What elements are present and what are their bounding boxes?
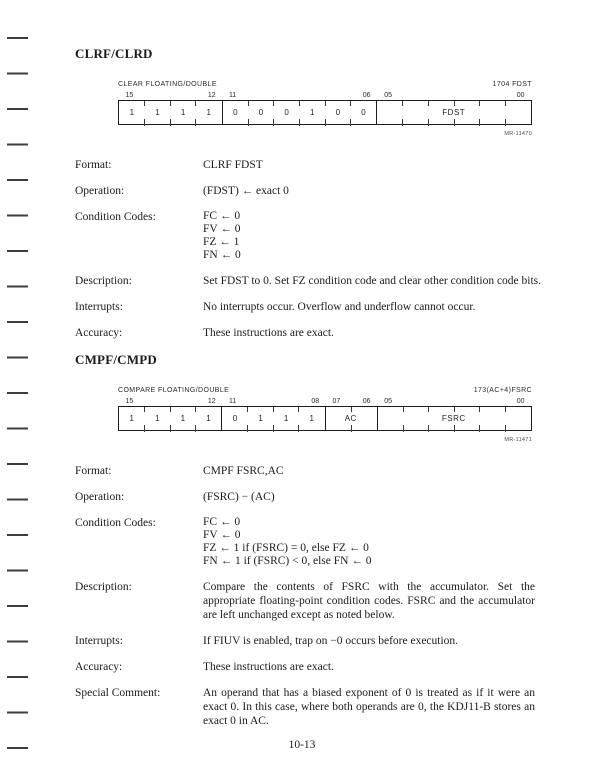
bit-number: 06 [362,92,371,99]
bit-number: 07 [332,398,341,405]
bit-number: 11 [228,398,237,405]
spec-row-description [75,274,542,288]
instruction-heading-clrf-clrd: CLRF/CLRD [75,46,153,61]
cmpf-diagram-title: COMPARE FLOATING/DOUBLE [118,387,230,394]
spec-row-format [75,158,535,172]
spec-row-operation [75,184,535,198]
cmpf-octal-code: 173(AC+4)FSRC [473,387,532,394]
clrf-spec-rows [75,158,542,340]
row-value: (FSRC) − (AC) [203,491,275,503]
row-value [203,516,535,568]
row-label: Accuracy: [75,327,123,339]
spec-row-format [75,464,535,478]
bit-number: 06 [362,398,371,405]
row-value: No interrupts occur. Overflow and underflow cannot occur. [203,301,476,313]
condition-code-line: FZ ← 1 [203,236,240,248]
clrf-diagram-title: CLEAR FLOATING/DOUBLE [118,81,217,88]
cmpf-bit-field-box [118,406,532,431]
bit-cell: 1 [299,101,325,124]
spec-row-operation [75,490,535,504]
clrf-bit-diagram [118,81,532,137]
row-value: CMPF FSRC,AC [203,465,284,477]
bit-cell: 1 [129,414,134,423]
spec-row-interrupts [75,634,535,648]
bit-cell: 1 [170,407,196,430]
row-label: Interrupts: [75,635,123,647]
bit-cell: 0 [248,101,274,124]
bit-cell: 1 [129,108,135,117]
field-label-fsrc: FSRC [441,414,466,423]
clrf-octal-code: 1704 FDST [492,81,532,88]
spec-row-accuracy [75,660,535,674]
condition-code-line: FN ← 1 if (FSRC) < 0, else FN ← 0 [203,555,372,567]
row-value: CLRF FDST [203,159,263,171]
row-value: Compare the contents of FSRC with the accumulator. Set the appropriate floating-point condition codes. FSRC and the accumulator are left unchanged except as noted below. [203,581,535,621]
bit-number: 05 [384,398,392,405]
figure-number: MR-11470 [504,131,532,137]
scan-binding-marks [7,37,28,751]
bit-number: 15 [125,398,134,405]
clrf-diagram-header [118,81,532,88]
figure-number: MR-11471 [504,437,532,443]
condition-code-line: FC ← 0 [203,516,241,528]
row-label: Format: [75,465,112,477]
row-value: (FDST) ← exact 0 [203,185,289,197]
spec-row-condition-codes [75,516,535,568]
condition-code-line: FV ← 0 [203,223,241,235]
bit-number: 11 [228,92,237,99]
row-label: Condition Codes: [75,517,156,529]
bit-cell: 0 [222,101,249,124]
bit-cell: 0 [351,101,377,124]
bit-number: 12 [207,92,216,99]
condition-code-line: FN ← 0 [203,249,241,261]
row-value: If FIUV is enabled, trap on −0 occurs before execution. [203,635,459,647]
row-label: Operation: [75,491,125,503]
row-label: Condition Codes: [75,211,156,223]
bit-cell: 1 [196,101,222,124]
row-label: Format: [75,159,112,171]
row-label: Description: [75,581,132,593]
clrf-bit-field-box [118,100,532,125]
bit-number: 00 [516,398,525,405]
cmpf-bit-numbers [118,397,532,406]
instruction-heading-cmpf-cmpd: CMPF/CMPD [75,352,157,367]
row-value [203,210,535,262]
bit-cell: 1 [196,407,222,430]
bit-cell: 0 [274,101,300,124]
condition-code-line: FZ ← 1 if (FSRC) = 0, else FZ ← 0 [203,542,369,554]
bit-number: 15 [125,92,134,99]
spec-row-condition-codes [75,210,535,262]
manual-page [75,46,542,740]
row-label: Operation: [75,185,125,197]
spec-row-interrupts [75,300,535,314]
field-label-fdst: FDST [442,108,466,117]
cmpf-bit-diagram [118,387,532,443]
bit-number: 08 [311,398,320,405]
condition-code-line: FV ← 0 [203,529,241,541]
row-value: Set FDST to 0. Set FZ condition code and clear other condition code bits. [203,275,542,287]
bit-cell: 0 [325,101,351,124]
field-label-ac: AC [344,414,357,423]
page-number: 10-13 [288,739,316,751]
row-value: An operand that has a biased exponent of 0 is treated as if it were an exact 0. In this case, where both operands are 0, the KDJ11-B stores an exact 0 in AC. [203,687,535,727]
bit-number: 00 [516,92,525,99]
bit-cell: 1 [145,101,171,124]
spec-row-accuracy [75,326,535,340]
row-label: Description: [75,275,132,287]
bit-number: 05 [384,92,392,99]
spec-row-special-comment [75,686,535,728]
condition-code-line: FC ← 0 [203,210,241,222]
row-label: Accuracy: [75,661,123,673]
bit-number: 12 [207,398,216,405]
bit-cell: 1 [273,407,299,430]
row-value: These instructions are exact. [203,327,334,339]
row-value: These instructions are exact. [203,661,334,673]
row-label: Interrupts: [75,301,123,313]
bit-cell: 1 [248,407,274,430]
bit-cell: 1 [170,101,196,124]
clrf-bit-numbers [118,91,532,100]
cmpf-diagram-header [118,387,532,394]
spec-row-description [75,580,535,622]
cmpf-spec-rows [75,464,535,728]
bit-cell: 1 [145,407,171,430]
row-label: Special Comment: [75,687,161,699]
bit-cell: 1 [299,407,325,430]
bit-cell: 0 [221,407,248,430]
